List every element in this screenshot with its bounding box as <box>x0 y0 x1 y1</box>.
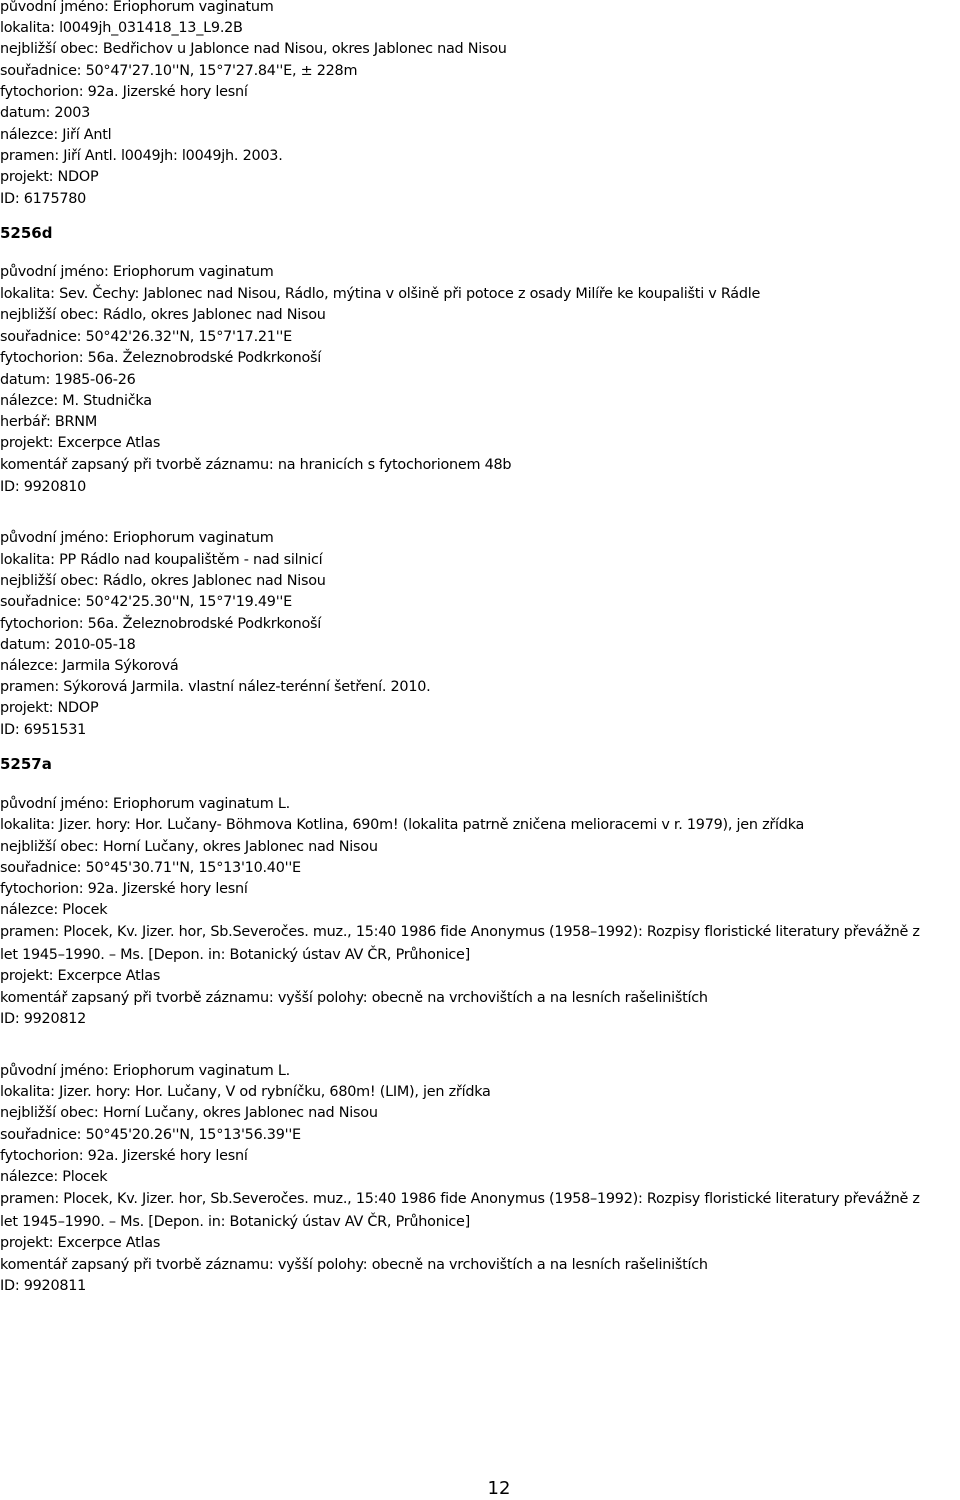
record-line: původní jméno: Eriophorum vaginatum L. <box>0 1063 290 1079</box>
record-line: fytochorion: 56a. Železnobrodské Podkrkonoší <box>0 350 322 366</box>
record-line: herbář: BRNM <box>0 414 97 430</box>
record-line: datum: 2010-05-18 <box>0 637 136 653</box>
record-line: pramen: Plocek, Kv. Jizer. hor, Sb.Severočes. muz., 15:40 1986 fide Anonymus (1958–1992): Rozpisy floristické literatury převážně z <box>0 924 920 940</box>
record-line: souřadnice: 50°45'20.26''N, 15°13'56.39''E <box>0 1127 301 1143</box>
record-line: souřadnice: 50°47'27.10''N, 15°7'27.84''E, ± 228m <box>0 63 358 79</box>
record-line: nálezce: Plocek <box>0 1169 108 1185</box>
page-number: 12 <box>487 1478 511 1499</box>
record-line: původní jméno: Eriophorum vaginatum <box>0 0 274 15</box>
record-line: projekt: NDOP <box>0 700 99 716</box>
record-line: projekt: Excerpce Atlas <box>0 435 161 451</box>
record-line: let 1945–1990. – Ms. [Depon. in: Botanický ústav AV ČR, Průhonice] <box>0 1214 470 1230</box>
square-heading: 5256d <box>0 224 53 242</box>
record-line: souřadnice: 50°45'30.71''N, 15°13'10.40''E <box>0 860 301 876</box>
record-line: fytochorion: 92a. Jizerské hory lesní <box>0 84 248 100</box>
record-line: nejbližší obec: Rádlo, okres Jablonec nad Nisou <box>0 307 326 323</box>
record-line: nejbližší obec: Rádlo, okres Jablonec nad Nisou <box>0 573 326 589</box>
record-line: původní jméno: Eriophorum vaginatum <box>0 264 274 280</box>
record-line: nálezce: M. Studnička <box>0 393 152 409</box>
record-line: projekt: Excerpce Atlas <box>0 968 161 984</box>
record-line: datum: 2003 <box>0 105 91 121</box>
record-line: lokalita: Sev. Čechy: Jablonec nad Nisou, Rádlo, mýtina v olšině při potoce z osady Milíře ke koupališti v Rádle <box>0 286 761 302</box>
record-line: nejbližší obec: Bedřichov u Jablonce nad Nisou, okres Jablonec nad Nisou <box>0 41 507 57</box>
record-line: pramen: Sýkorová Jarmila. vlastní nález-terénní šetření. 2010. <box>0 679 431 695</box>
record-line: lokalita: PP Rádlo nad koupalištěm - nad silnicí <box>0 552 323 568</box>
record-line: lokalita: Jizer. hory: Hor. Lučany- Böhmova Kotlina, 690m! (lokalita patrně zničena melioracemi v r. 1979), jen zřídka <box>0 817 805 833</box>
record-line: nálezce: Plocek <box>0 902 108 918</box>
record-line: pramen: Jiří Antl. l0049jh: l0049jh. 2003. <box>0 148 283 164</box>
record-line: lokalita: Jizer. hory: Hor. Lučany, V od rybníčku, 680m! (LIM), jen zřídka <box>0 1084 491 1100</box>
record-line: původní jméno: Eriophorum vaginatum L. <box>0 796 290 812</box>
record-line: projekt: NDOP <box>0 169 99 185</box>
record-line: fytochorion: 56a. Železnobrodské Podkrkonoší <box>0 616 322 632</box>
square-heading: 5257a <box>0 755 52 773</box>
record-line: let 1945–1990. – Ms. [Depon. in: Botanický ústav AV ČR, Průhonice] <box>0 947 470 963</box>
record-line: souřadnice: 50°42'26.32''N, 15°7'17.21''E <box>0 329 292 345</box>
record-line: ID: 6175780 <box>0 191 87 207</box>
record-line: fytochorion: 92a. Jizerské hory lesní <box>0 881 248 897</box>
record-line: ID: 9920812 <box>0 1011 87 1027</box>
record-line: fytochorion: 92a. Jizerské hory lesní <box>0 1148 248 1164</box>
record-line: lokalita: l0049jh_031418_13_L9.2B <box>0 20 243 36</box>
record-line: pramen: Plocek, Kv. Jizer. hor, Sb.Severočes. muz., 15:40 1986 fide Anonymus (1958–1992): Rozpisy floristické literatury převážně z <box>0 1191 920 1207</box>
record-line: komentář zapsaný při tvorbě záznamu: vyšší polohy: obecně na vrchovištích a na lesních rašeliništích <box>0 990 708 1006</box>
record-line: komentář zapsaný při tvorbě záznamu: vyšší polohy: obecně na vrchovištích a na lesních rašeliništích <box>0 1257 708 1273</box>
record-line: nejbližší obec: Horní Lučany, okres Jablonec nad Nisou <box>0 839 378 855</box>
record-line: souřadnice: 50°42'25.30''N, 15°7'19.49''E <box>0 594 292 610</box>
record-line: ID: 6951531 <box>0 722 87 738</box>
record-line: nálezce: Jiří Antl <box>0 127 112 143</box>
record-line: nejbližší obec: Horní Lučany, okres Jablonec nad Nisou <box>0 1105 378 1121</box>
record-line: nálezce: Jarmila Sýkorová <box>0 658 179 674</box>
record-line: původní jméno: Eriophorum vaginatum <box>0 530 274 546</box>
record-line: datum: 1985-06-26 <box>0 372 136 388</box>
record-line: ID: 9920811 <box>0 1278 87 1294</box>
record-line: komentář zapsaný při tvorbě záznamu: na hranicích s fytochorionem 48b <box>0 457 512 473</box>
record-line: ID: 9920810 <box>0 479 87 495</box>
record-line: projekt: Excerpce Atlas <box>0 1235 161 1251</box>
